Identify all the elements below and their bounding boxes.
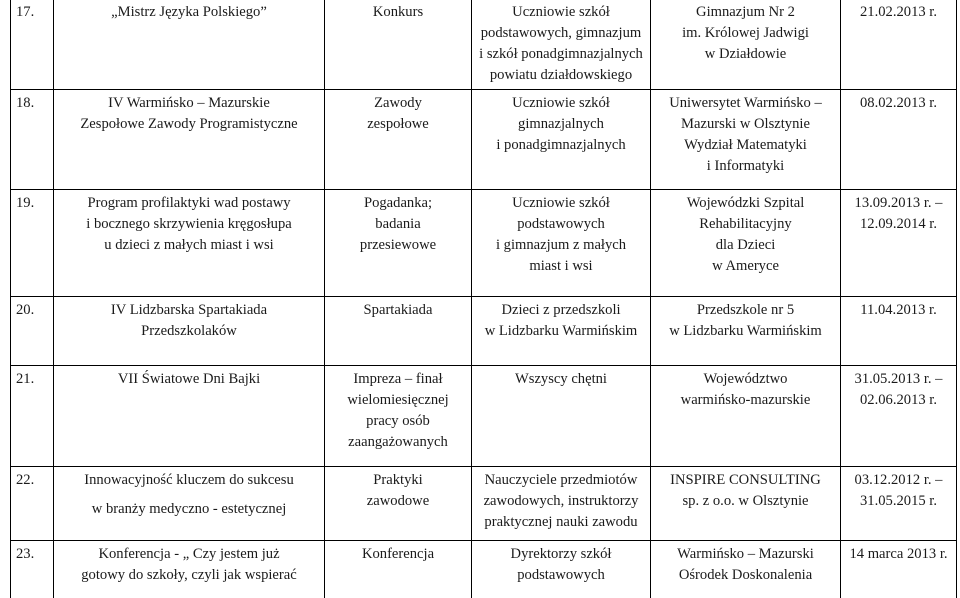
event-participants-line: Wszyscy chętni <box>515 371 607 387</box>
event-participants-line: podstawowych, gimnazjum <box>480 25 642 41</box>
row-number: 22. <box>16 472 35 488</box>
event-date-line: 31.05.2015 r. <box>859 493 938 509</box>
row-number-cell <box>11 0 54 90</box>
row-number-cell <box>11 90 54 190</box>
event-date-line: 31.05.2013 r. – <box>854 371 943 387</box>
event-participants-line: Uczniowie szkół <box>512 4 610 20</box>
event-date-cell <box>841 90 957 190</box>
event-organizer-line: warmińsko-mazurskie <box>680 392 811 408</box>
event-participants-line: Uczniowie szkół <box>512 195 610 211</box>
event-participants-line: Dzieci z przedszkoli <box>501 302 621 318</box>
event-participants-cell <box>472 541 651 598</box>
event-name-line: VII Światowe Dni Bajki <box>117 371 261 387</box>
event-form-line: Praktyki <box>373 472 423 488</box>
table-row <box>11 190 957 297</box>
event-date-line: 21.02.2013 r. <box>859 4 938 20</box>
event-date-cell <box>841 190 957 297</box>
event-organizer-cell <box>651 297 841 366</box>
event-organizer-line: dla Dzieci <box>715 237 776 253</box>
event-organizer-line: Przedszkole nr 5 <box>696 302 795 318</box>
event-participants-line: podstawowych <box>517 216 605 232</box>
event-form-line: Impreza – finał <box>353 371 443 387</box>
event-form-cell <box>325 0 472 90</box>
table-row <box>11 0 957 90</box>
event-date-line: 11.04.2013 r. <box>860 302 937 318</box>
event-participants-line: Dyrektorzy szkół <box>510 546 612 562</box>
event-participants-line: miast i wsi <box>529 258 593 274</box>
table-row <box>11 90 957 190</box>
event-organizer-line: INSPIRE CONSULTING <box>670 472 821 488</box>
event-form-line: zespołowe <box>367 116 429 132</box>
event-participants-line: Uczniowie szkół <box>512 95 610 111</box>
event-name-cell <box>54 190 325 297</box>
event-participants-line: w Lidzbarku Warmińskim <box>484 323 638 339</box>
row-number: 20. <box>16 302 35 318</box>
event-name-cell <box>54 467 325 541</box>
event-participants-cell <box>472 366 651 467</box>
event-organizer-cell <box>651 190 841 297</box>
event-name-cell <box>54 0 325 90</box>
events-table-body <box>11 0 957 598</box>
event-organizer-line: w Ameryce <box>712 258 779 274</box>
events-table <box>10 0 957 598</box>
event-participants-line: i ponadgimnazjalnych <box>496 137 626 153</box>
event-participants-line: powiatu działdowskiego <box>489 67 633 83</box>
row-number-cell <box>11 190 54 297</box>
event-participants-line: zawodowych, instruktorzy <box>483 493 639 509</box>
event-form-line: zawodowe <box>366 493 430 509</box>
event-organizer-line: w Lidzbarku Warmińskim <box>669 323 822 339</box>
row-number-cell <box>11 467 54 541</box>
event-date-line: 08.02.2013 r. <box>859 95 938 111</box>
row-number-cell <box>11 541 54 598</box>
event-organizer-line: Rehabilitacyjny <box>699 216 792 232</box>
event-form-line: pracy osób <box>366 413 430 429</box>
event-form-cell <box>325 297 472 366</box>
event-form-line: przesiewowe <box>359 237 437 253</box>
table-row <box>11 297 957 366</box>
event-name-line: „Mistrz Języka Polskiego” <box>111 4 267 20</box>
event-date-cell <box>841 0 957 90</box>
event-name-line: Innowacyjność kluczem do sukcesu <box>84 472 294 488</box>
event-form-cell <box>325 467 472 541</box>
event-organizer-line: Uniwersytet Warmińsko – <box>669 95 822 111</box>
table-row <box>11 467 957 541</box>
table-row <box>11 366 957 467</box>
event-participants-cell <box>472 467 651 541</box>
event-form-line: Konkurs <box>372 4 424 20</box>
event-form-cell <box>325 90 472 190</box>
row-number: 19. <box>16 195 35 211</box>
event-organizer-line: Gimnazjum Nr 2 <box>696 4 795 20</box>
event-participants-line: podstawowych <box>517 567 605 583</box>
event-date-line: 02.06.2013 r. <box>859 392 938 408</box>
event-date-line: 03.12.2012 r. – <box>854 472 943 488</box>
event-name-cell <box>54 541 325 598</box>
event-form-line: Spartakiada <box>363 302 433 318</box>
event-participants-line: i szkół ponadgimnazjalnych <box>479 46 643 62</box>
event-organizer-cell <box>651 541 841 598</box>
event-form-cell <box>325 190 472 297</box>
event-form-line: Zawody <box>374 95 422 111</box>
event-organizer-line: Mazurski w Olsztynie <box>681 116 810 132</box>
event-participants-cell <box>472 90 651 190</box>
row-number: 21. <box>16 371 35 387</box>
event-name-line: Zespołowe Zawody Programistyczne <box>80 116 298 132</box>
event-organizer-cell <box>651 0 841 90</box>
event-date-cell <box>841 541 957 598</box>
event-organizer-cell <box>651 467 841 541</box>
event-date-line: 13.09.2013 r. – <box>854 195 943 211</box>
event-form-line: Pogadanka; <box>363 195 433 211</box>
event-name-cell <box>54 366 325 467</box>
row-number: 18. <box>16 95 35 111</box>
event-participants-line: gimnazjalnych <box>518 116 604 132</box>
event-name-line: u dzieci z małych miast i wsi <box>104 237 274 253</box>
event-name-line: Przedszkolaków <box>141 323 237 339</box>
row-number-cell <box>11 297 54 366</box>
row-number-cell <box>11 366 54 467</box>
event-organizer-line: Ośrodek Doskonalenia <box>678 567 813 583</box>
event-participants-line: i gimnazjum z małych <box>495 237 627 253</box>
event-form-cell <box>325 541 472 598</box>
event-form-line: wielomiesięcznej <box>347 392 449 408</box>
event-participants-cell <box>472 0 651 90</box>
event-date-line: 12.09.2014 r. <box>859 216 938 232</box>
event-participants-cell <box>472 297 651 366</box>
event-name-line: Program profilaktyki wad postawy <box>87 195 291 211</box>
event-organizer-line: Województwo <box>703 371 788 387</box>
table-row <box>11 541 957 598</box>
event-form-line: badania <box>375 216 421 232</box>
event-name-line: w branży medyczno - estetycznej <box>91 501 287 517</box>
event-name-line: gotowy do szkoły, czyli jak wspierać <box>81 567 297 583</box>
event-participants-cell <box>472 190 651 297</box>
event-organizer-cell <box>651 366 841 467</box>
event-organizer-line: Wydział Matematyki <box>684 137 807 153</box>
event-organizer-cell <box>651 90 841 190</box>
event-date-line: 14 marca 2013 r. <box>849 546 948 562</box>
row-number: 17. <box>16 4 35 20</box>
event-organizer-line: w Działdowie <box>704 46 787 62</box>
event-form-line: zaangażowanych <box>348 434 448 450</box>
event-organizer-line: i Informatyki <box>706 158 785 174</box>
event-date-cell <box>841 467 957 541</box>
event-organizer-line: im. Królowej Jadwigi <box>682 25 809 41</box>
event-name-line: IV Lidzbarska Spartakiada <box>110 302 268 318</box>
event-name-line: Konferencja - „ Czy jestem już <box>98 546 280 562</box>
row-number: 23. <box>16 546 35 562</box>
event-organizer-line: Warmińsko – Mazurski <box>677 546 814 562</box>
event-date-cell <box>841 297 957 366</box>
event-participants-line: praktycznej nauki zawodu <box>484 514 638 530</box>
event-organizer-line: Wojewódzki Szpital <box>686 195 805 211</box>
event-form-cell <box>325 366 472 467</box>
event-form-line: Konferencja <box>361 546 435 562</box>
event-name-line: IV Warmińsko – Mazurskie <box>108 95 270 111</box>
event-name-cell <box>54 90 325 190</box>
event-name-cell <box>54 297 325 366</box>
event-name-line: i bocznego skrzywienia kręgosłupa <box>86 216 292 232</box>
event-organizer-line: sp. z o.o. w Olsztynie <box>682 493 809 509</box>
event-participants-line: Nauczyciele przedmiotów <box>484 472 638 488</box>
event-date-cell <box>841 366 957 467</box>
